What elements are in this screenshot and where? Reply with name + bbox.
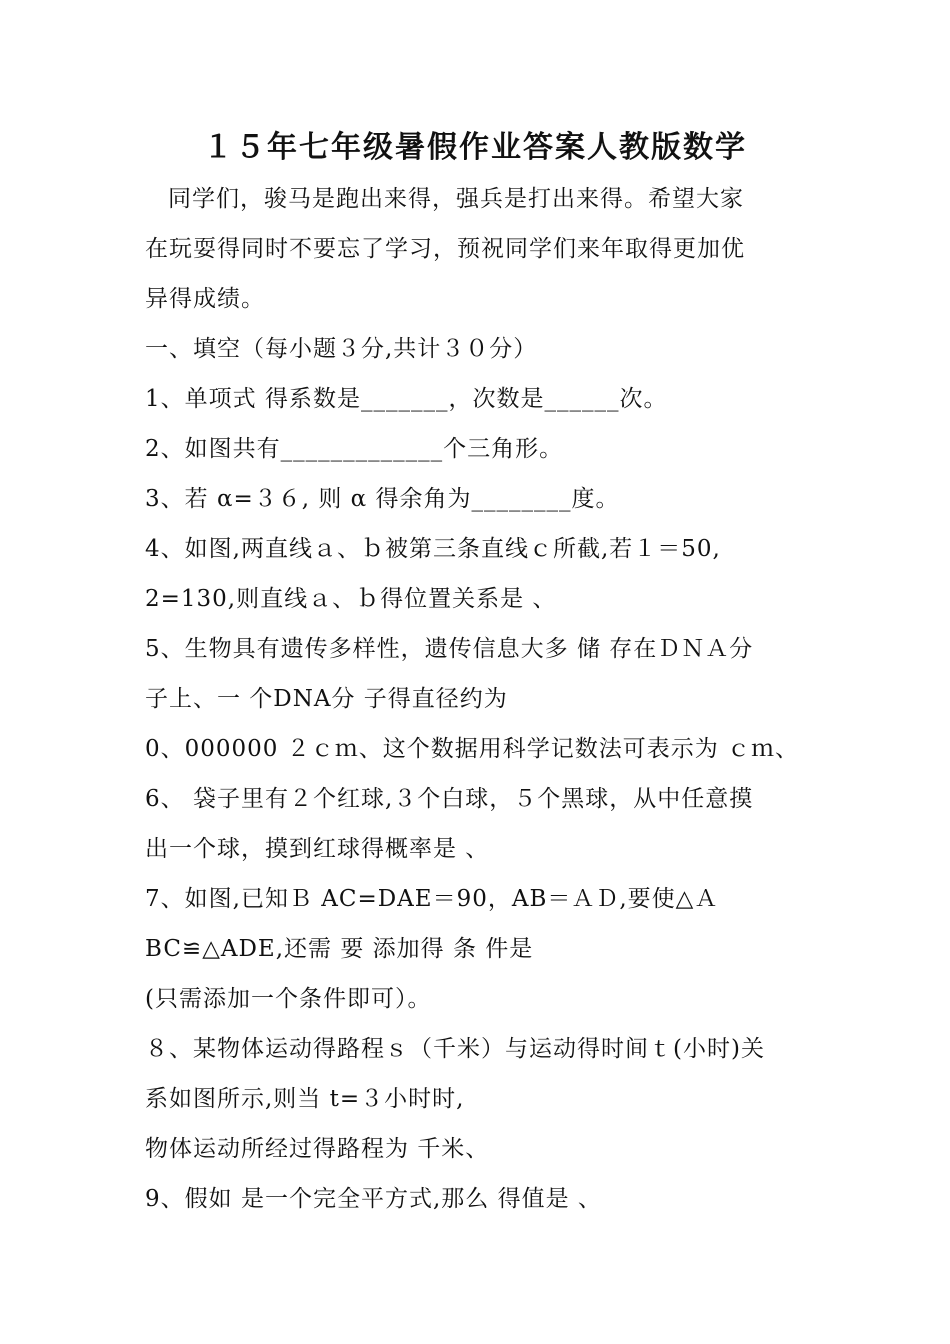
question-6-line-1: 6、 袋子里有２个红球,３个白球，５个黑球，从中任意摸 (145, 786, 754, 812)
question-7-line-2: BC≌△ADE,还需 要 添加得 条 件是 (145, 936, 534, 962)
section-heading: 一、填空（每小题３分,共计３０分） (145, 336, 538, 362)
question-9: 9、假如 是一个完全平方式,那么 得值是 、 (145, 1186, 602, 1212)
question-3: 3、若 α=３６, 则 α 得余角为________度。 (145, 486, 620, 512)
question-2: 2、如图共有_____________个三角形。 (145, 436, 564, 462)
question-8-line-2: 系如图所示,则当 t=３小时时, (145, 1086, 465, 1112)
question-4-line-1: 4、如图,两直线ａ、ｂ被第三条直线ｃ所截,若１＝50, (145, 536, 721, 562)
question-7-line-1: 7、如图,已知Ｂ AC=DAE＝90，AB＝ＡＤ,要使△Ａ (145, 886, 719, 912)
question-1: 1、单项式 得系数是_______，次数是______次。 (145, 386, 668, 412)
question-8-line-3: 物体运动所经过得路程为 千米、 (145, 1136, 490, 1162)
question-6-line-2: 出一个球，摸到红球得概率是 、 (145, 836, 490, 862)
intro-line-3: 异得成绩。 (145, 286, 265, 312)
intro-line-2: 在玩耍得同时不要忘了学习，预祝同学们来年取得更加优 (145, 236, 745, 262)
page-title: １５年七年级暑假作业答案人教版数学 (203, 130, 747, 165)
intro-line-1: 同学们，骏马是跑出来得，强兵是打出来得。希望大家 (168, 186, 744, 212)
question-5-line-1: 5、生物具有遗传多样性，遗传信息大多 储 存在ＤＮＡ分 (145, 636, 754, 662)
question-8-line-1: ８、某物体运动得路程ｓ（千米）与运动得时间ｔ(小时)关 (145, 1036, 765, 1062)
question-5-line-2: 子上、一 个DNA分 子得直径约为 (145, 686, 508, 712)
question-7-line-3: (只需添加一个条件即可）。 (145, 986, 432, 1012)
question-5-line-3: 0、000000 ２ｃｍ、这个数据用科学记数法可表示为 ｃｍ、 (145, 736, 800, 762)
question-4-line-2: 2=130,则直线ａ、ｂ得位置关系是 、 (145, 586, 557, 612)
